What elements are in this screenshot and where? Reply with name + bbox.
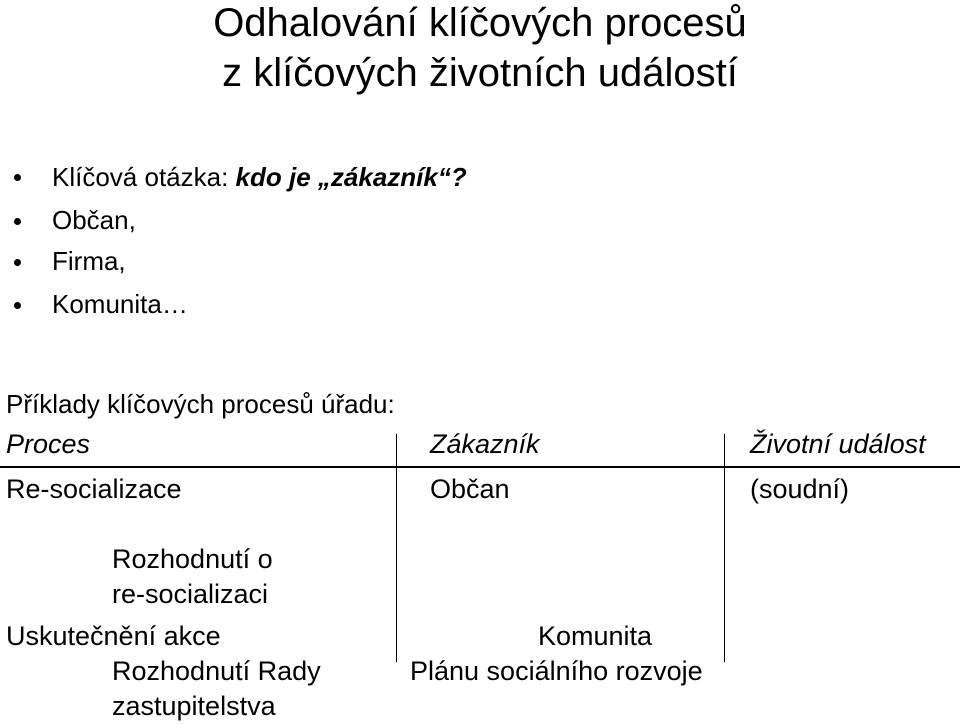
page-title-line-2: z klíčových životních událostí (222, 51, 738, 95)
row2-proces: Uskutečnění akce (6, 621, 221, 651)
bullet-icon (14, 218, 21, 225)
page-title-line-1: Odhalování klíčových procesů (213, 1, 747, 45)
bullet-item-obcan: Občan, (52, 205, 136, 235)
key-question-emphasis: kdo je „zákazník“? (235, 162, 467, 192)
key-question (52, 162, 467, 192)
row2-sub-line-1: Rozhodnutí Rady (112, 656, 321, 686)
row1-sub-line-1: Rozhodnutí o (112, 544, 273, 574)
bullet-icon (14, 174, 21, 181)
row1-sub-line-2: re-socializaci (112, 579, 269, 609)
header-divider (0, 466, 960, 468)
row2-zakaznik: Komunita (538, 621, 653, 651)
row2-sub-line-2: zastupitelstva (112, 691, 276, 721)
header-proces: Proces (6, 429, 91, 459)
header-zakaznik: Zákazník (430, 429, 540, 459)
row1-proces: Re-socializace (6, 474, 182, 504)
bullet-item-komunita: Komunita… (52, 289, 188, 319)
key-question-label: Klíčová otázka: (52, 162, 236, 192)
row1-udalost: (soudní) (750, 474, 850, 504)
column-divider-1 (396, 434, 397, 662)
column-divider-2 (724, 434, 725, 662)
header-zivotni-udalost: Životní událost (750, 429, 926, 459)
bullet-item-firma: Firma, (52, 246, 126, 276)
bullet-icon (14, 259, 21, 266)
bullet-icon (14, 302, 21, 309)
row2-sub-line-1b: Plánu sociálního rozvoje (410, 656, 703, 686)
row1-zakaznik: Občan (430, 474, 510, 504)
examples-heading: Příklady klíčových procesů úřadu: (6, 389, 395, 419)
